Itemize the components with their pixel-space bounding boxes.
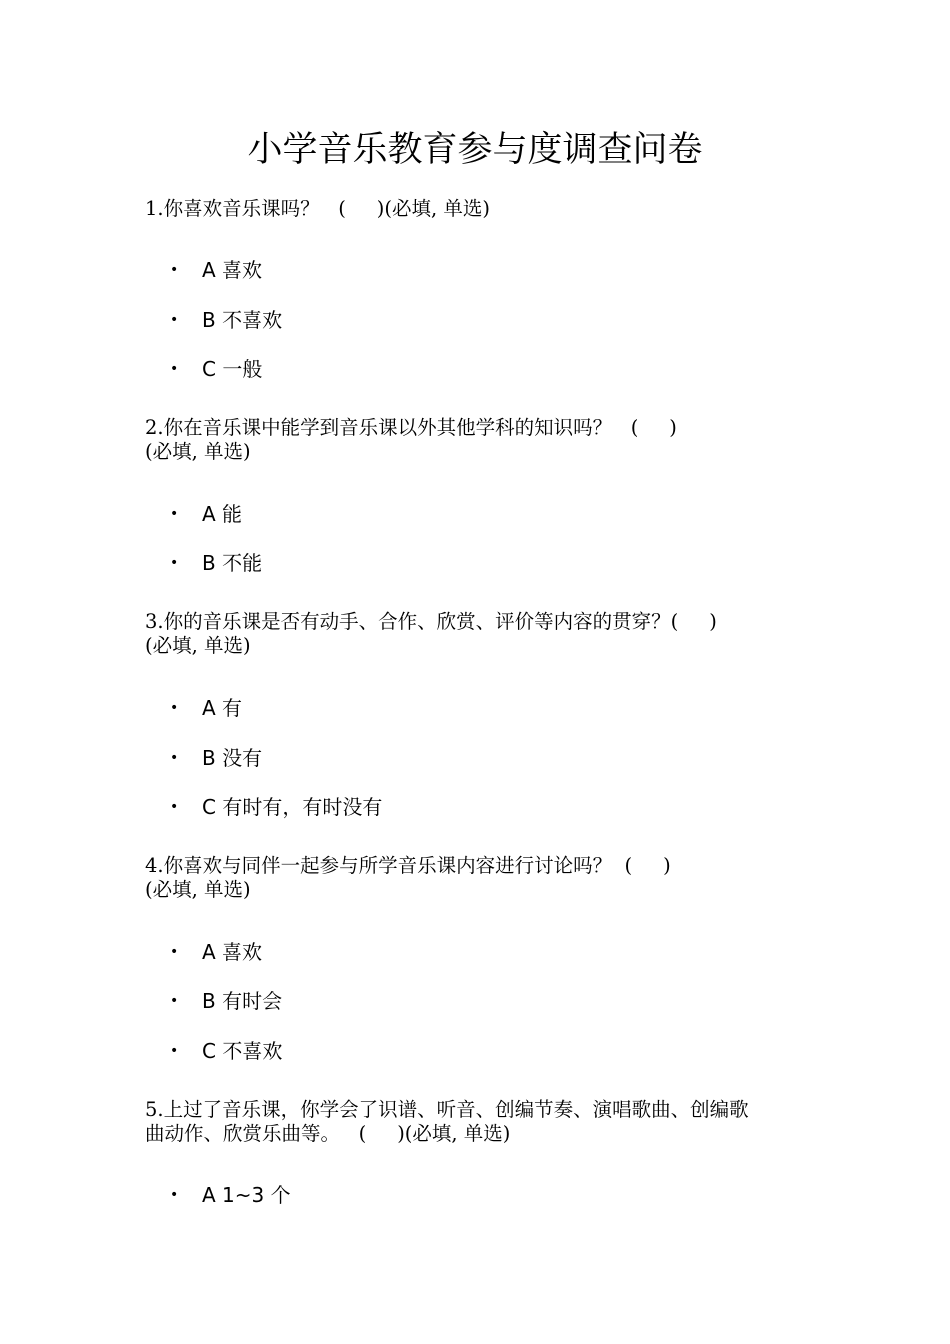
bullet-icon: • bbox=[170, 1187, 179, 1203]
question-2-text: 2.你在音乐课中能学到音乐课以外其他学科的知识吗？ ( ) (必填, 单选) bbox=[145, 416, 677, 463]
bullet-icon: • bbox=[170, 700, 179, 716]
option-label: A 喜欢 bbox=[202, 258, 263, 282]
option-label: B 不喜欢 bbox=[202, 308, 283, 332]
option-label: A 有 bbox=[202, 696, 243, 720]
option-label: C 一般 bbox=[202, 357, 263, 381]
bullet-icon: • bbox=[170, 506, 179, 522]
question-1-text: 1.你喜欢音乐课吗？ ( )(必填, 单选) bbox=[145, 197, 491, 220]
option-label: C 有时有，有时没有 bbox=[202, 795, 383, 819]
option-label: C 不喜欢 bbox=[202, 1039, 283, 1063]
question-3-text: 3.你的音乐课是否有动手、合作、欣赏、评价等内容的贯穿？( ) (必填, 单选) bbox=[145, 610, 717, 657]
bullet-icon: • bbox=[170, 312, 179, 328]
bullet-icon: • bbox=[170, 944, 179, 960]
bullet-icon: • bbox=[170, 799, 179, 815]
bullet-icon: • bbox=[170, 361, 179, 377]
bullet-icon: • bbox=[170, 262, 179, 278]
bullet-icon: • bbox=[170, 750, 179, 766]
option-label: B 有时会 bbox=[202, 989, 283, 1013]
bullet-icon: • bbox=[170, 993, 179, 1009]
question-4-text: 4.你喜欢与同伴一起参与所学音乐课内容进行讨论吗？ ( ) (必填, 单选) bbox=[145, 854, 671, 901]
bullet-icon: • bbox=[170, 555, 179, 571]
option-label: A 喜欢 bbox=[202, 940, 263, 964]
option-label: A 1~3 个 bbox=[202, 1183, 291, 1207]
page-title: 小学音乐教育参与度调查问卷 bbox=[247, 130, 703, 170]
option-label: B 不能 bbox=[202, 551, 263, 575]
bullet-icon: • bbox=[170, 1043, 179, 1059]
question-5-text: 5.上过了音乐课，你学会了识谱、听音、创编节奏、演唱歌曲、创编歌 曲动作、欣赏乐曲等。 ( )(必填, 单选) bbox=[145, 1098, 749, 1145]
option-label: A 能 bbox=[202, 502, 243, 526]
option-label: B 没有 bbox=[202, 746, 263, 770]
